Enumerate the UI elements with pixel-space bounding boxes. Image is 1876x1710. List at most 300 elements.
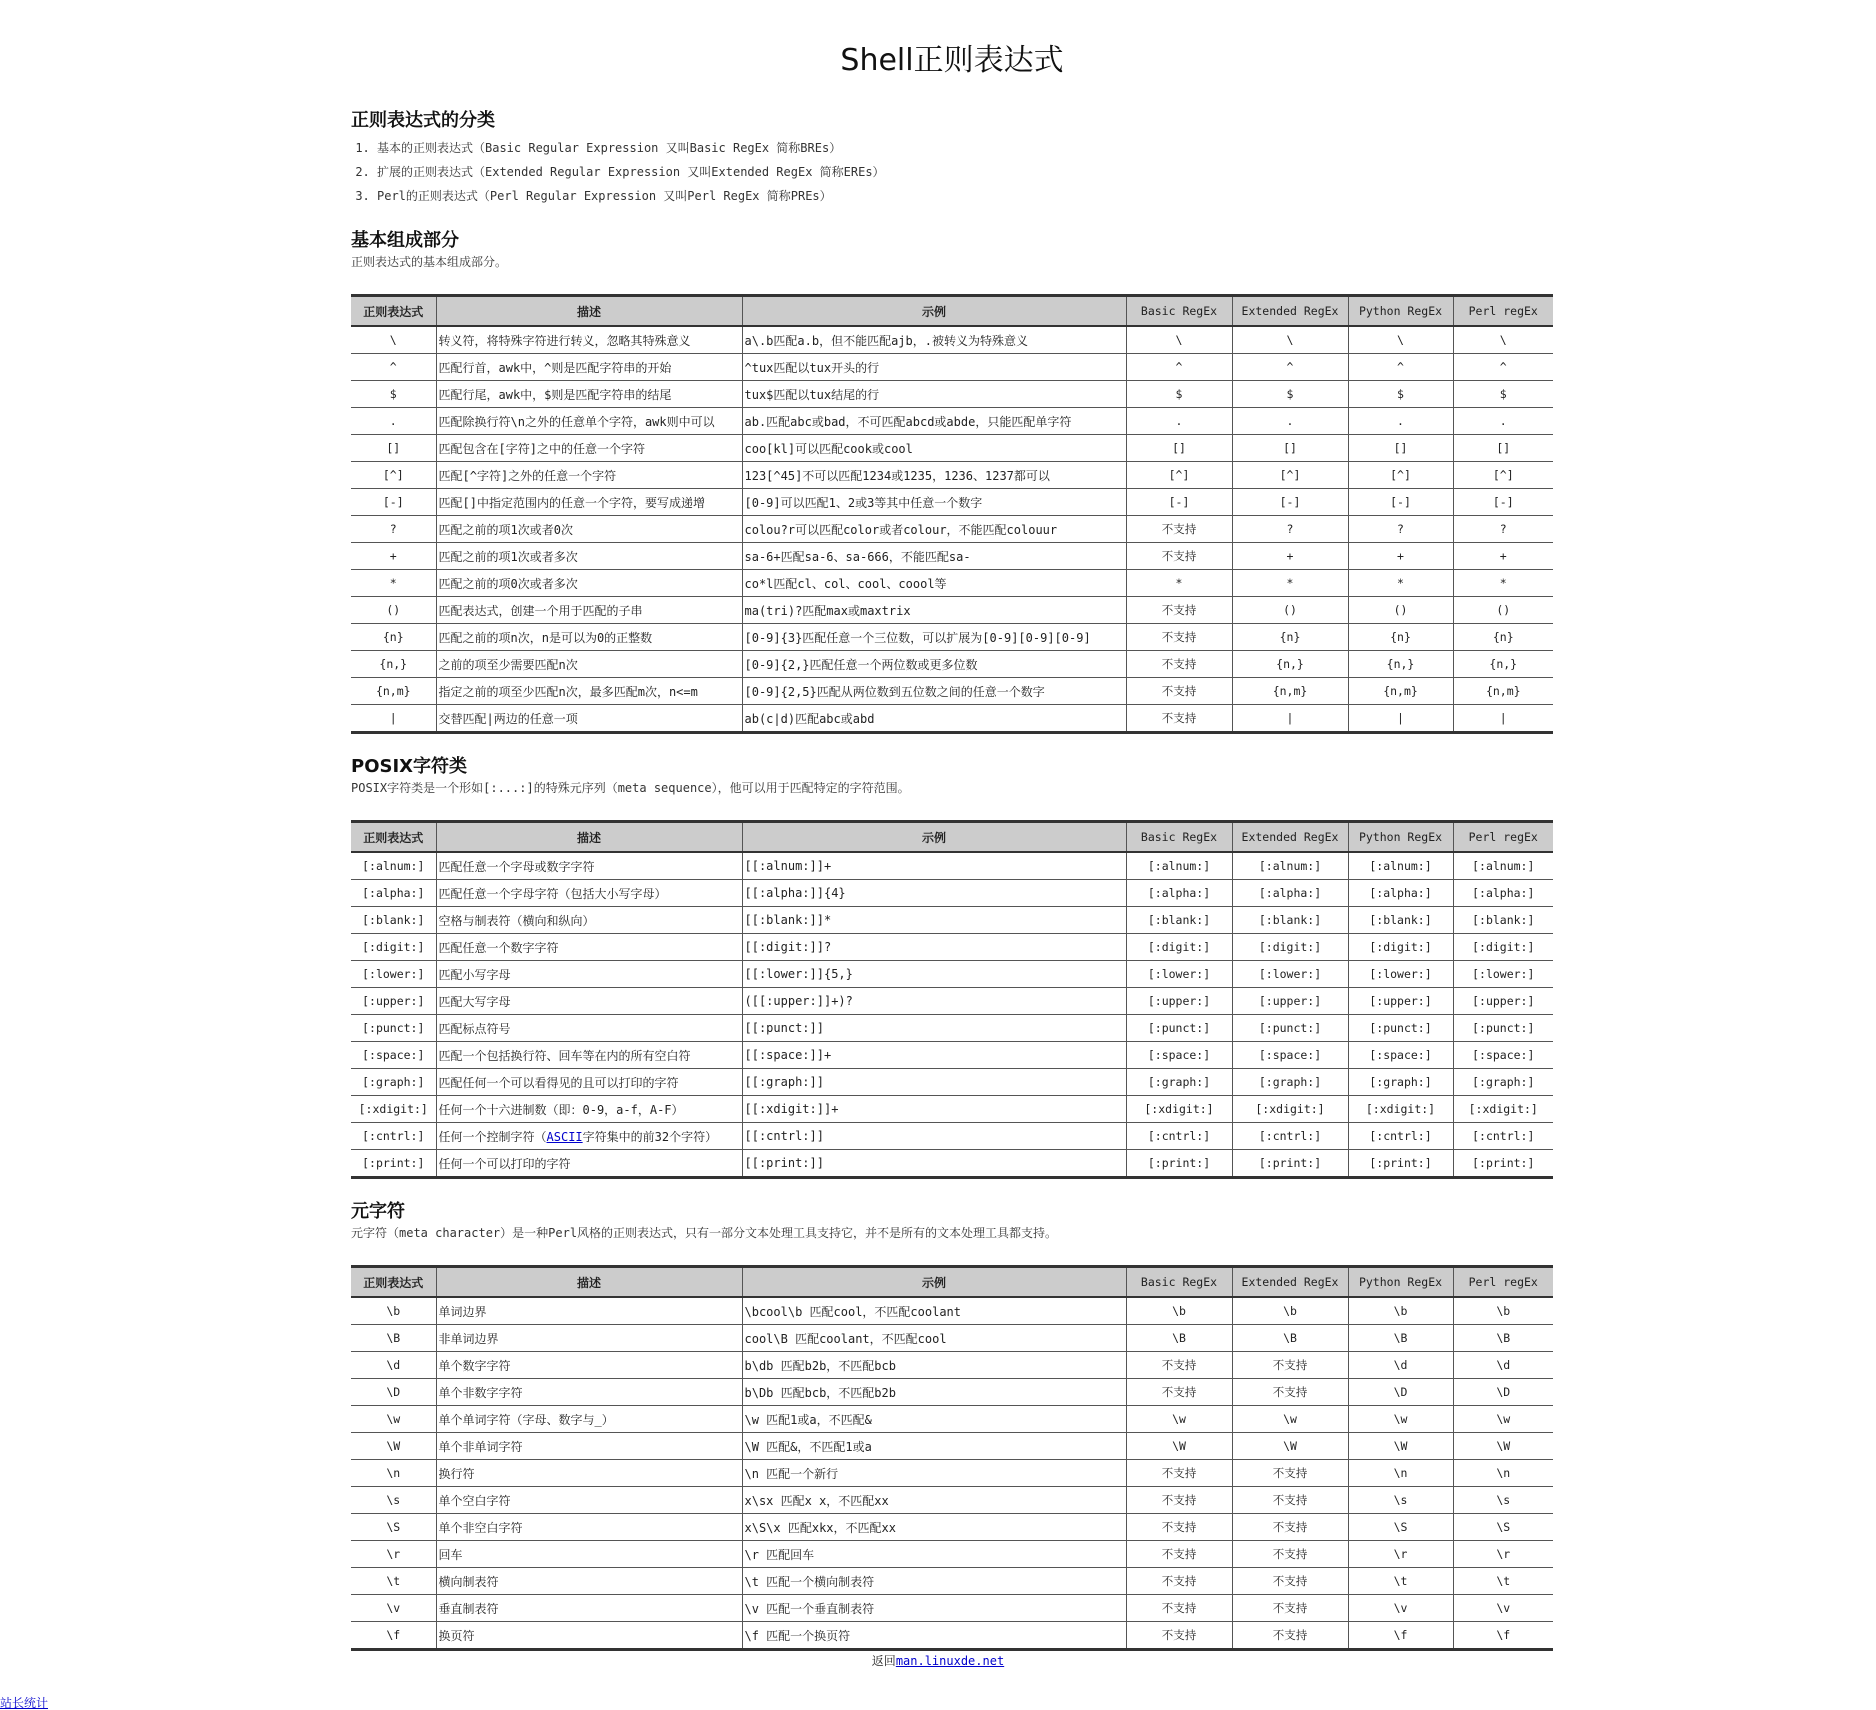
table-cell: [:space:]	[1126, 1042, 1232, 1069]
table-cell: 不支持	[1232, 1622, 1348, 1650]
table-cell: [:space:]	[1348, 1042, 1453, 1069]
table-cell: 不支持	[1126, 1622, 1232, 1650]
table-cell: [[:graph:]]	[742, 1069, 1126, 1096]
table-cell: [[:space:]]+	[742, 1042, 1126, 1069]
table-cell: ^tux匹配以tux开头的行	[742, 354, 1126, 381]
table-cell: {n}	[351, 624, 436, 651]
column-header: Basic RegEx	[1126, 296, 1232, 327]
table-row	[351, 1123, 1553, 1150]
table-cell: 任何一个控制字符（ASCII字符集中的前32个字符）	[436, 1123, 742, 1150]
table-cell: \D	[1453, 1379, 1553, 1406]
table-cell: 匹配任意一个字母字符（包括大小写字母）	[436, 880, 742, 907]
table-cell: co*l匹配cl、col、cool、coool等	[742, 570, 1126, 597]
table-cell: |	[1348, 705, 1453, 733]
table-cell: \b	[1348, 1297, 1453, 1325]
table-cell: \w	[351, 1406, 436, 1433]
table-cell: \B	[1126, 1325, 1232, 1352]
table-cell: \W	[1348, 1433, 1453, 1460]
table-cell: 不支持	[1126, 597, 1232, 624]
table-cell: [[:print:]]	[742, 1150, 1126, 1178]
table-cell: [-]	[1453, 489, 1553, 516]
table-row	[351, 1015, 1553, 1042]
table-cell: \v	[1453, 1595, 1553, 1622]
table-cell: $	[1126, 381, 1232, 408]
table-row	[351, 1297, 1553, 1325]
table-cell: .	[351, 408, 436, 435]
table-cell: 任何一个可以打印的字符	[436, 1150, 742, 1178]
table-cell: [:graph:]	[1348, 1069, 1453, 1096]
table-cell: \s	[1453, 1487, 1553, 1514]
table-cell: \d	[1348, 1352, 1453, 1379]
table-cell: [:upper:]	[1348, 988, 1453, 1015]
column-header: 示例	[742, 822, 1126, 853]
table-row	[351, 1325, 1553, 1352]
table-cell: [:space:]	[1232, 1042, 1348, 1069]
table-cell: [[:digit:]]?	[742, 934, 1126, 961]
column-header: 示例	[742, 1267, 1126, 1298]
table-cell: ?	[1453, 516, 1553, 543]
table-cell: 匹配之前的项n次，n是可以为0的正整数	[436, 624, 742, 651]
table-cell: 匹配小写字母	[436, 961, 742, 988]
table-cell: [:blank:]	[1453, 907, 1553, 934]
table-cell: [0-9]可以匹配1、2或3等其中任意一个数字	[742, 489, 1126, 516]
table-cell: [:graph:]	[1453, 1069, 1553, 1096]
table-cell: \S	[351, 1514, 436, 1541]
table-row	[351, 1622, 1553, 1650]
table-cell: 不支持	[1126, 1379, 1232, 1406]
table-cell: [:digit:]	[1232, 934, 1348, 961]
table-cell: 单个数字字符	[436, 1352, 742, 1379]
table-cell: {n}	[1232, 624, 1348, 651]
table-cell: [^]	[1453, 462, 1553, 489]
table-cell: \b	[1126, 1297, 1232, 1325]
category-list	[351, 136, 1553, 208]
table-cell: [0-9]{3}匹配任意一个三位数，可以扩展为[0-9][0-9][0-9]	[742, 624, 1126, 651]
table-cell: \w	[1348, 1406, 1453, 1433]
table-cell: [:print:]	[1126, 1150, 1232, 1178]
table-cell: 匹配行尾，awk中，$则是匹配字符串的结尾	[436, 381, 742, 408]
table-cell: \B	[351, 1325, 436, 1352]
table-cell: []	[351, 435, 436, 462]
table-cell: \b	[351, 1297, 436, 1325]
table-header-row	[351, 296, 1553, 327]
table-cell: cool\B 匹配coolant，不匹配cool	[742, 1325, 1126, 1352]
table-cell: ^	[351, 354, 436, 381]
table-cell: .	[1232, 408, 1348, 435]
table-row	[351, 624, 1553, 651]
table-cell: [:lower:]	[1126, 961, 1232, 988]
table-row	[351, 326, 1553, 354]
table-cell: [:punct:]	[1453, 1015, 1553, 1042]
table-cell: \	[1348, 326, 1453, 354]
table-row	[351, 961, 1553, 988]
table-cell: $	[351, 381, 436, 408]
table-cell: [:punct:]	[351, 1015, 436, 1042]
table-cell: \W	[351, 1433, 436, 1460]
table-row	[351, 1514, 1553, 1541]
table-cell: [:cntrl:]	[1126, 1123, 1232, 1150]
table-cell: |	[351, 705, 436, 733]
table-cell: [:graph:]	[1126, 1069, 1232, 1096]
table-cell: [[:alnum:]]+	[742, 852, 1126, 880]
table-cell: []	[1126, 435, 1232, 462]
table-row	[351, 408, 1553, 435]
table-cell: [:blank:]	[1232, 907, 1348, 934]
table-cell: *	[1348, 570, 1453, 597]
table-cell: [[:punct:]]	[742, 1015, 1126, 1042]
table-cell: .	[1348, 408, 1453, 435]
table-row	[351, 852, 1553, 880]
table-cell: 不支持	[1126, 516, 1232, 543]
table-cell: [:alpha:]	[1453, 880, 1553, 907]
table-cell: ab.匹配abc或bad，不可匹配abcd或abde，只能匹配单字符	[742, 408, 1126, 435]
table-cell: {n}	[1453, 624, 1553, 651]
page-title: Shell正则表达式	[840, 43, 1064, 78]
table-cell: \S	[1453, 1514, 1553, 1541]
table-row	[351, 435, 1553, 462]
table-cell: \	[1499, 333, 1507, 347]
table-cell: 不支持	[1126, 1352, 1232, 1379]
table-cell: 单个非单词字符	[436, 1433, 742, 1460]
table-cell: 不支持	[1232, 1379, 1348, 1406]
table-cell: [:graph:]	[351, 1069, 436, 1096]
table-cell: [:upper:]	[1232, 988, 1348, 1015]
column-header: Extended RegEx	[1232, 1267, 1348, 1298]
column-header: 描述	[436, 822, 742, 853]
table-cell: ^	[1232, 354, 1348, 381]
table-cell: +	[1348, 543, 1453, 570]
table-cell: 不支持	[1126, 543, 1232, 570]
table-cell: 不支持	[1126, 1568, 1232, 1595]
table-cell: \v 匹配一个垂直制表符	[742, 1595, 1126, 1622]
ascii-link[interactable]: ASCII	[546, 1129, 583, 1144]
section-intro-posix: POSIX字符类是一个形如[:...:]的特殊元序列（meta sequence），他可以用于匹配特定的字符范围。	[351, 781, 910, 795]
table-cell: 匹配包含在[字符]之中的任意一个字符	[436, 435, 742, 462]
table-cell: *	[1232, 570, 1348, 597]
table-cell: 不支持	[1232, 1568, 1348, 1595]
table-cell: \B	[1232, 1325, 1348, 1352]
table-cell: [:alpha:]	[351, 880, 436, 907]
table-cell: b\Db 匹配bcb，不匹配b2b	[742, 1379, 1126, 1406]
table-cell: 匹配[]中指定范围内的任意一个字符，要写成递增	[436, 489, 742, 516]
table-cell: 单个单词字符（字母、数字与_）	[436, 1406, 742, 1433]
table-row	[351, 462, 1553, 489]
table-cell: 单个非空白字符	[436, 1514, 742, 1541]
table-row	[351, 1433, 1553, 1460]
table-row	[351, 543, 1553, 570]
table-cell: $	[1453, 381, 1553, 408]
table-cell: [:xdigit:]	[1126, 1096, 1232, 1123]
table-cell: ^	[1453, 354, 1553, 381]
table-cell: \w	[1453, 1406, 1553, 1433]
table-cell: [:cntrl:]	[1232, 1123, 1348, 1150]
column-header: Extended RegEx	[1232, 822, 1348, 853]
section-heading-meta: 元字符	[351, 1201, 405, 1222]
table-cell: \D	[1348, 1379, 1453, 1406]
table-cell: [^]	[1348, 462, 1453, 489]
table-row	[351, 489, 1553, 516]
table-cell: 匹配一个包括换行符、回车等在内的所有空白符	[436, 1042, 742, 1069]
table-cell: \t	[1453, 1568, 1553, 1595]
table-cell: {n,}	[1232, 651, 1348, 678]
table-cell: 之前的项至少需要匹配n次	[436, 651, 742, 678]
section-intro-meta: 元字符（meta character）是一种Perl风格的正则表达式，只有一部分文本处理工具支持它，并不是所有的文本处理工具都支持。	[351, 1226, 1058, 1240]
table-cell: \s	[351, 1487, 436, 1514]
section-intro-basic: 正则表达式的基本组成部分。	[351, 255, 508, 269]
table-cell: [:punct:]	[1232, 1015, 1348, 1042]
table-cell: 交替匹配|两边的任意一项	[436, 705, 742, 733]
table-cell: 回车	[436, 1541, 742, 1568]
table-cell: 匹配任何一个可以看得见的且可以打印的字符	[436, 1069, 742, 1096]
table-cell: 不支持	[1126, 1514, 1232, 1541]
table-cell: \f	[1348, 1622, 1453, 1650]
table-cell: 匹配标点符号	[436, 1015, 742, 1042]
table-cell: \t 匹配一个横向制表符	[742, 1568, 1126, 1595]
table-cell: 不支持	[1126, 678, 1232, 705]
table-cell: [:punct:]	[1126, 1015, 1232, 1042]
table-cell: [[:lower:]]{5,}	[742, 961, 1126, 988]
table-row	[351, 516, 1553, 543]
table-cell: [^]	[351, 462, 436, 489]
section-heading-basic: 基本组成部分	[351, 230, 459, 251]
table-cell: [:xdigit:]	[1453, 1096, 1553, 1123]
table-row	[351, 1406, 1553, 1433]
table-row	[351, 880, 1553, 907]
table-cell: [:blank:]	[1348, 907, 1453, 934]
table-cell: 不支持	[1126, 1487, 1232, 1514]
table-cell: [:print:]	[1232, 1150, 1348, 1178]
table-cell: [-]	[1126, 489, 1232, 516]
table-row	[351, 597, 1553, 624]
table-cell: 不支持	[1126, 651, 1232, 678]
table-cell: 匹配之前的项1次或者0次	[436, 516, 742, 543]
table-row	[351, 1069, 1553, 1096]
table-cell: coo[kl]可以匹配cook或cool	[742, 435, 1126, 462]
table-cell: 匹配大写字母	[436, 988, 742, 1015]
table-cell: [:blank:]	[1126, 907, 1232, 934]
table-cell: 123[^45]不可以匹配1234或1235，1236、1237都可以	[742, 462, 1126, 489]
table-cell: \t	[1348, 1568, 1453, 1595]
column-header: Python RegEx	[1348, 296, 1453, 327]
table-cell: [:digit:]	[351, 934, 436, 961]
table-cell: \B	[1453, 1325, 1553, 1352]
table-cell: 横向制表符	[436, 1568, 742, 1595]
table-cell: [:lower:]	[1232, 961, 1348, 988]
column-header: Perl regEx	[1453, 296, 1553, 327]
table-cell: [:cntrl:]	[351, 1123, 436, 1150]
table-cell: \r 匹配回车	[742, 1541, 1126, 1568]
table-cell: [:graph:]	[1232, 1069, 1348, 1096]
table-cell: sa-6+匹配sa-6、sa-666，不能匹配sa-	[742, 543, 1126, 570]
table-cell: 单个非数字字符	[436, 1379, 742, 1406]
table-cell: [:digit:]	[1126, 934, 1232, 961]
table-cell: [:xdigit:]	[1232, 1096, 1348, 1123]
table-cell: [0-9]{2,5}匹配从两位数到五位数之间的任意一个数字	[742, 678, 1126, 705]
table-row	[351, 678, 1553, 705]
table-cell: 匹配表达式，创建一个用于匹配的子串	[436, 597, 742, 624]
meta-table	[351, 1265, 1553, 1651]
table-cell: [:print:]	[351, 1150, 436, 1178]
table-cell: ?	[351, 516, 436, 543]
table-cell: [:alpha:]	[1348, 880, 1453, 907]
table-row	[351, 934, 1553, 961]
table-cell: [:cntrl:]	[1453, 1123, 1553, 1150]
table-cell: 匹配除换行符\n之外的任意单个字符，awk则中可以	[436, 408, 742, 435]
table-cell: *	[1453, 570, 1553, 597]
table-cell: x\sx 匹配x x，不匹配xx	[742, 1487, 1126, 1514]
table-cell: [:cntrl:]	[1348, 1123, 1453, 1150]
table-cell: *	[1126, 570, 1232, 597]
table-cell: \n 匹配一个新行	[742, 1460, 1126, 1487]
footer	[0, 1652, 1876, 1669]
table-row	[351, 1096, 1553, 1123]
table-cell: +	[351, 543, 436, 570]
table-row	[351, 705, 1553, 733]
table-cell: [:alnum:]	[351, 852, 436, 880]
table-cell: \t	[351, 1568, 436, 1595]
table-cell: |	[1232, 705, 1348, 733]
table-cell: []	[1232, 435, 1348, 462]
table-cell: [:print:]	[1348, 1150, 1453, 1178]
table-cell: ([[:upper:]]+)?	[742, 988, 1126, 1015]
table-cell: [^]	[1126, 462, 1232, 489]
table-row	[351, 381, 1553, 408]
table-cell: \	[1232, 326, 1348, 354]
table-cell: 不支持	[1126, 624, 1232, 651]
table-cell: [:blank:]	[351, 907, 436, 934]
table-cell: .	[1126, 408, 1232, 435]
table-cell: \D	[351, 1379, 436, 1406]
basic-table	[351, 294, 1553, 734]
column-header: Basic RegEx	[1126, 1267, 1232, 1298]
table-cell: 不支持	[1232, 1595, 1348, 1622]
table-cell: \v	[351, 1595, 436, 1622]
table-cell: ()	[351, 597, 436, 624]
table-cell: {n,}	[351, 651, 436, 678]
table-cell: \	[351, 326, 436, 354]
table-cell: \f	[351, 1622, 436, 1650]
stat-link[interactable]: 站长统计	[0, 1696, 49, 1710]
home-link[interactable]: man.linuxde.net	[895, 1654, 1005, 1668]
column-header: Python RegEx	[1348, 1267, 1453, 1298]
table-cell: *	[351, 570, 436, 597]
table-cell: 匹配任意一个数字字符	[436, 934, 742, 961]
table-row	[351, 907, 1553, 934]
table-cell: \n	[351, 1460, 436, 1487]
table-cell: a\.b匹配a.b，但不能匹配ajb，.被转义为特殊意义	[742, 326, 1126, 354]
table-cell: \n	[1453, 1460, 1553, 1487]
table-cell: ma(tri)?匹配max或maxtrix	[742, 597, 1126, 624]
table-cell: [:upper:]	[351, 988, 436, 1015]
table-cell: [:upper:]	[1453, 988, 1553, 1015]
table-row	[351, 1150, 1553, 1178]
table-row	[351, 1352, 1553, 1379]
table-cell: {n,m}	[351, 678, 436, 705]
table-cell: [:upper:]	[1126, 988, 1232, 1015]
table-cell: [:alnum:]	[1232, 852, 1348, 880]
table-cell: 匹配行首，awk中，^则是匹配字符串的开始	[436, 354, 742, 381]
table-cell: \W	[1126, 1433, 1232, 1460]
table-cell: 任何一个十六进制数（即：0-9，a-f，A-F）	[436, 1096, 742, 1123]
table-cell: []	[1453, 435, 1553, 462]
table-cell: +	[1453, 543, 1553, 570]
posix-table	[351, 820, 1553, 1179]
table-cell: [:xdigit:]	[1348, 1096, 1453, 1123]
table-cell: colou?r可以匹配color或者colour，不能匹配colouur	[742, 516, 1126, 543]
table-row	[351, 1042, 1553, 1069]
table-cell: 不支持	[1232, 1541, 1348, 1568]
table-cell: [-]	[1348, 489, 1453, 516]
table-cell: \v	[1348, 1595, 1453, 1622]
table-cell: [:lower:]	[1348, 961, 1453, 988]
table-cell: [[:blank:]]*	[742, 907, 1126, 934]
table-cell: \	[1126, 326, 1232, 354]
table-cell: 匹配[^字符]之外的任意一个字符	[436, 462, 742, 489]
column-header: 正则表达式	[351, 1267, 436, 1298]
table-row	[351, 988, 1553, 1015]
table-cell: {n,m}	[1348, 678, 1453, 705]
table-cell: \f 匹配一个换页符	[742, 1622, 1126, 1650]
table-cell: ?	[1232, 516, 1348, 543]
table-cell: [:alpha:]	[1232, 880, 1348, 907]
column-header: Perl regEx	[1453, 822, 1553, 853]
table-cell: [:punct:]	[1348, 1015, 1453, 1042]
column-header: 示例	[742, 296, 1126, 327]
table-cell: [:digit:]	[1348, 934, 1453, 961]
table-cell: [:alnum:]	[1348, 852, 1453, 880]
table-cell: \n	[1348, 1460, 1453, 1487]
table-cell: b\db 匹配b2b，不匹配bcb	[742, 1352, 1126, 1379]
table-cell: [:alpha:]	[1126, 880, 1232, 907]
table-cell: 不支持	[1232, 1514, 1348, 1541]
table-cell: 换页符	[436, 1622, 742, 1650]
table-row	[351, 1568, 1553, 1595]
table-header-row	[351, 1267, 1553, 1298]
table-cell: \b	[1496, 1304, 1511, 1318]
table-cell: [[:cntrl:]]	[742, 1123, 1126, 1150]
table-cell: \r	[1453, 1541, 1553, 1568]
table-cell: []	[1348, 435, 1453, 462]
table-cell: 不支持	[1232, 1460, 1348, 1487]
table-cell: [-]	[351, 489, 436, 516]
section-heading-categories: 正则表达式的分类	[351, 110, 495, 131]
table-cell: 不支持	[1126, 1460, 1232, 1487]
table-cell: 单个空白字符	[436, 1487, 742, 1514]
table-cell: [:xdigit:]	[351, 1096, 436, 1123]
table-cell: \bcool\b 匹配cool，不匹配coolant	[742, 1297, 1126, 1325]
table-cell: 匹配之前的项1次或者多次	[436, 543, 742, 570]
table-cell: 单词边界	[436, 1297, 742, 1325]
table-cell: 不支持	[1232, 1352, 1348, 1379]
table-row	[351, 1460, 1553, 1487]
table-cell: {n,}	[1453, 651, 1553, 678]
table-cell: \d	[351, 1352, 436, 1379]
table-cell: {n,m}	[1232, 678, 1348, 705]
table-cell: ab(c|d)匹配abc或abd	[742, 705, 1126, 733]
table-cell: [:space:]	[1453, 1042, 1553, 1069]
table-row	[351, 570, 1553, 597]
table-cell: \W	[1232, 1433, 1348, 1460]
table-cell: 不支持	[1126, 705, 1232, 733]
table-cell: ^	[1348, 354, 1453, 381]
table-cell: \r	[1348, 1541, 1453, 1568]
table-cell: [:alnum:]	[1472, 859, 1535, 873]
table-cell: [[:alpha:]]{4}	[742, 880, 1126, 907]
table-cell: \W	[1453, 1433, 1553, 1460]
table-cell: \w	[1126, 1406, 1232, 1433]
column-header: Basic RegEx	[1126, 822, 1232, 853]
list-item: 1. 基本的正则表达式（Basic Regular Expression 又叫Basic RegEx 简称BREs）	[377, 136, 1553, 160]
